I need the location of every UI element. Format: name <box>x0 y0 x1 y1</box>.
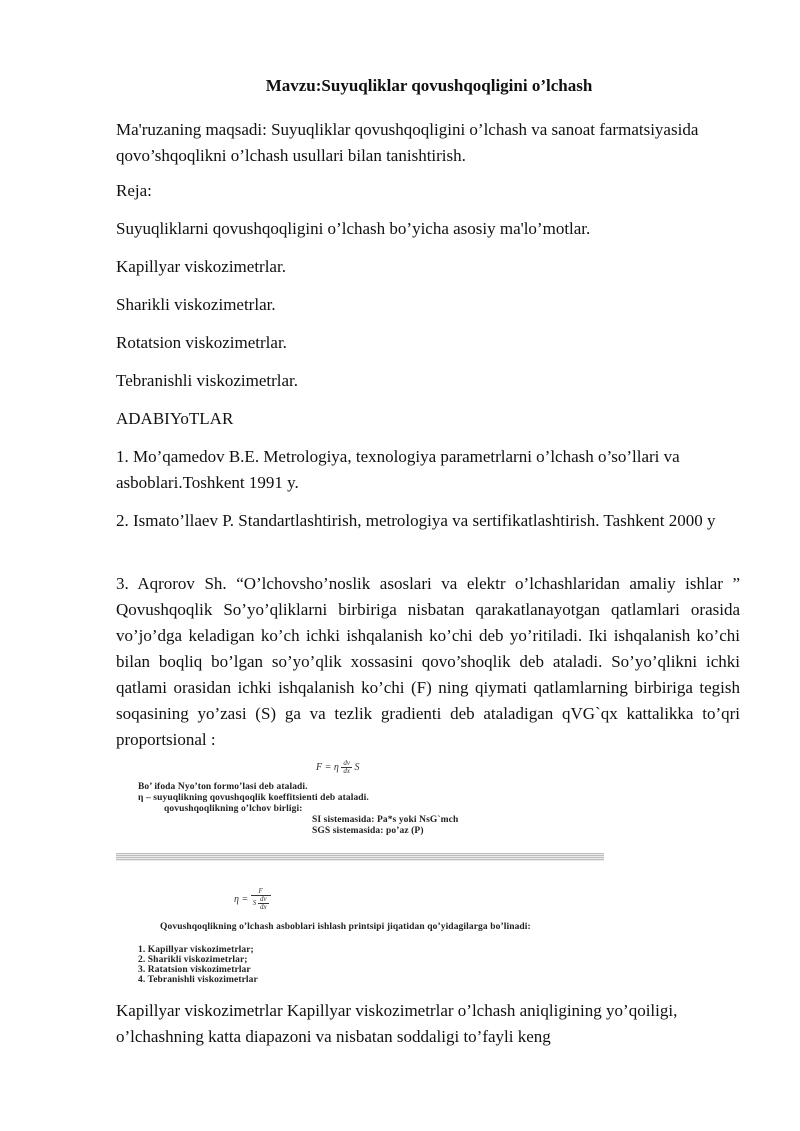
si-unit-line: SI sistemasida: Pa*s yoki NsG`mch <box>312 815 459 825</box>
plan-item-3: Sharikli viskozimetrlar. <box>116 295 276 314</box>
plan-item-2: Kapillyar viskozimetrlar. <box>116 257 286 276</box>
newton-formula-image <box>116 760 616 850</box>
references-heading: ADABIYoTLAR <box>116 409 234 428</box>
reference-3-body: 3. Aqrorov Sh. “O’lchovsho’noslik asoslari va elektr o’lchashlaridan amaliy ishlar ” Qovushqoqlik So’yo’qliklarni birbiriga nisbatan qarakatlanayotgan qatlamlari orasida vo’jo’dga keladigan ko’ch ichki ishqalanish ko’chi deb yo’ritiladi. Iki ishqalanish ko’chi bilan boqliq bo’lgan so’yo’qlik xossasini qovo’shoqlik deb ataladi. So’yo’qlikni ichki qatlami orasidan ichki ishqalanish ko’chi (F) ning qiymati qatlamlarning birbiriga tegish soqasining yo’zasi (S) ga va tezlik gradienti deb ataladigan qVG`qx kattalikka to’qri proportsional : <box>116 574 740 749</box>
classification-item-3: 3. Ratatsion viskozimetrlar <box>138 965 251 975</box>
plan-heading: Reja: <box>116 181 152 200</box>
plan-item-4: Rotatsion viskozimetrlar. <box>116 333 287 352</box>
reference-1: 1. Mo’qamedov B.E. Metrologiya, texnologiya parametrlarni o’lchash o’so’llari va asboblari.Toshkent 1991 y. <box>116 447 680 492</box>
classification-item-2: 2. Sharikli viskozimetrlar; <box>138 955 248 965</box>
image-divider <box>116 853 604 861</box>
classification-caption: Qovushqoqlikning o’lchash asboblari ishlash printsipi jiqatidan qo’yidagilarga bo’linadi: <box>160 922 531 932</box>
plan-item-1: Suyuqliklarni qovushqoqligini o’lchash bo’yicha asosiy ma'lo’motlar. <box>116 219 591 238</box>
newton-formula: F = η $\frac{dv}{dx}$ S <box>316 759 360 775</box>
viscosity-formula: η = F S $\frac{dv}{dx}$ <box>234 888 271 911</box>
aim-paragraph: Ma'ruzaning maqsadi: Suyuqliklar qovushqoqligini o’lchash va sanoat farmatsiyasida qovo’shqoqlikni o’lchash usullari bilan tanishtirish. <box>116 120 699 165</box>
plan-item-5: Tebranishli viskozimetrlar. <box>116 371 298 390</box>
capillary-paragraph: Kapillyar viskozimetrlar Kapillyar viskozimetrlar o’lchash aniqligining yo’qoiligi, o’lchashning katta diapazoni va nisbatan soddaligi to’fayli keng <box>116 1001 678 1046</box>
page-title: Mavzu:Suyuqliklar qovushqoqligini o’lchash <box>265 76 593 95</box>
classification-item-1: 1. Kapillyar viskozimetrlar; <box>138 945 254 955</box>
unit-heading: qovushqoqlikning o’lchov birligi: <box>164 804 303 814</box>
viscometer-classification-image <box>116 888 616 984</box>
viscosity-coefficient-line: η – suyuqlikning qovushqoqlik koeffitsienti deb ataladi. <box>138 793 369 803</box>
formula-caption: Bo’ ifoda Nyo’ton formo’lasi deb ataladi. <box>138 782 308 792</box>
sgs-unit-line: SGS sistemasida: po’az (P) <box>312 826 424 836</box>
classification-item-4: 4. Tebranishli viskozimetrlar <box>138 975 258 985</box>
reference-2: 2. Ismato’llaev P. Standartlashtirish, metrologiya va sertifikatlashtirish. Tashkent 2000 y <box>116 511 716 530</box>
